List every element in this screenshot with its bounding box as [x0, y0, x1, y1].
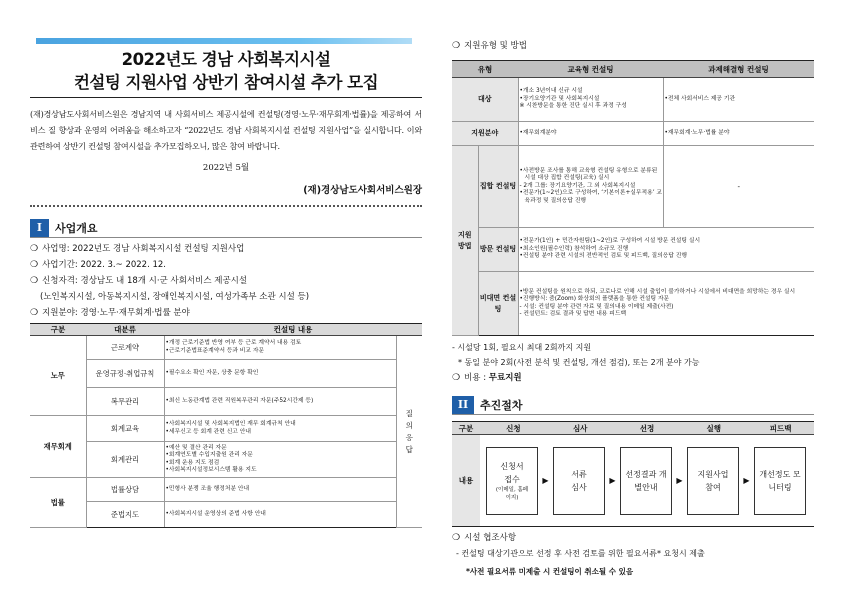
row-label-visit: 방문 컨설팅 — [478, 228, 518, 272]
content-item: • 전체 사회서비스 제공 기관 — [664, 96, 815, 103]
table-content-cell — [518, 146, 663, 228]
table-subcategory-cell: 준법지도 — [86, 502, 164, 528]
table-row — [452, 228, 814, 272]
note-char: 답 — [405, 444, 413, 454]
table-subcategory-cell: 회계관리 — [86, 442, 164, 478]
list-item-text: 신청자격: 경상남도 내 18개 시·군 사회서비스 제공시설 — [42, 276, 248, 286]
note-line: * 동일 분야 2회(사전 분석 및 컨설팅, 개선 점검), 또는 2개 분야 가능 — [458, 358, 700, 367]
left-column — [30, 38, 422, 528]
content-item: • 근로기준법표준계약서 등과 비교 자문 — [165, 348, 396, 355]
section-heading-procedure — [452, 395, 814, 415]
table-header-cell: 대분류 — [86, 324, 164, 336]
content-item: • 회계 운용 지도 점검 — [165, 460, 396, 467]
support-heading — [452, 38, 814, 54]
content-item: • 장기요양기관 및 사회복지시설 — [519, 96, 663, 103]
content-item: - 2개 그룹: 장기요양기관, 그 외 사회복지시설 — [519, 182, 636, 189]
table-row — [30, 442, 422, 478]
procedure-flow — [452, 435, 814, 527]
hollow-circle-icon: ❍ — [452, 533, 461, 543]
table-content-cell — [164, 478, 396, 502]
content-item: • 사회복지시설 및 사회복지법인 재무 회계규칙 안내 — [165, 421, 396, 428]
table-row — [452, 272, 814, 336]
signer: (재)경상남도사회서비스원장 — [303, 185, 422, 196]
table-content-cell — [518, 122, 663, 146]
row-label-method: 지원 방법 — [452, 146, 478, 336]
support-heading-text: 지원유형 및 방법 — [464, 41, 527, 51]
support-notes — [452, 340, 814, 386]
procedure-step-review — [553, 447, 605, 515]
table-row — [30, 360, 422, 388]
content-item: • 개소 3년이내 신규 시설 — [519, 88, 663, 95]
table-content-cell — [164, 360, 396, 388]
table-subcategory-cell: 회계교육 — [86, 416, 164, 442]
consulting-content-table — [30, 323, 422, 528]
table-content-cell — [663, 122, 814, 146]
title-underline — [30, 97, 422, 98]
list-item — [30, 305, 422, 321]
table-content-cell — [518, 228, 814, 272]
row-label-target: 대상 — [452, 78, 518, 122]
procedure-row-label: 내용 — [452, 435, 480, 526]
row-label-remote: 비대면 컨설팅 — [478, 272, 518, 336]
content-item: • 컨설팅 분야 관련 시설의 전반적인 검토 및 피드백, 질의응답 진행 — [519, 253, 815, 260]
content-item: • 재무회계분야 — [519, 130, 663, 137]
table-row — [452, 122, 814, 146]
coop-text: - 컨설팅 대상기관으로 선정 후 사전 검토를 위한 필요서류* 요청시 제출 — [456, 549, 705, 558]
content-item: • 최신 노동관계법 관련 직원복무관리 자문(주52시간제 등) — [165, 398, 396, 405]
table-category-cell: 법률 — [30, 478, 86, 528]
list-item — [30, 273, 422, 289]
step-label: 선정결과 개별안내 — [625, 469, 667, 492]
hollow-circle-icon: ❍ — [452, 41, 461, 51]
step-note: (이메일, 홈페이지) — [495, 486, 529, 501]
section-title: 사업개요 — [55, 221, 98, 235]
section-title: 추진절차 — [480, 398, 523, 412]
title-line-2: 컨설팅 지원사업 상반기 참여시설 추가 모집 — [73, 73, 379, 92]
content-item: • 전문가(1~2인)으로 구성하여, ‘기본이론+실무적용’ 교육과정 및 질의응답 진행 — [519, 190, 663, 205]
table-header-cell: 과제해결형 컨설팅 — [663, 61, 814, 78]
procedure-header-cell: 신청 — [480, 421, 547, 435]
procedure-header-cell: 실행 — [680, 421, 747, 435]
content-item: • 회계연도별 수입지출원 관리 자문 — [165, 452, 396, 459]
step-label: 서류 심사 — [571, 469, 587, 492]
table-content-cell — [164, 502, 396, 528]
cost-line — [452, 370, 814, 386]
procedure-header-cell: 선정 — [614, 421, 681, 435]
support-type-table — [452, 60, 814, 336]
title-line-1: 2022년도 경남 사회복지시설 — [121, 50, 331, 69]
step-label: 신청서 접수 — [500, 461, 524, 484]
hollow-circle-icon: ❍ — [30, 276, 39, 286]
content-item: • 예산 및 결산 관리 자문 — [165, 445, 396, 452]
cost-value: 무료지원 — [488, 373, 522, 383]
table-header-cell: 교육형 컨설팅 — [518, 61, 663, 78]
procedure-header-cell: 심사 — [547, 421, 614, 435]
announcement-date: 2022년 5월 — [202, 163, 250, 173]
content-item: • 사전방문 조사를 통해 교육형 컨설팅 유형으로 분류된 시설 대상 집합 컨설팅(교육) 실시 — [519, 168, 663, 183]
content-item: - 시설: 컨설팅 분야 관련 자료 및 질의내용 이메일 제출(사전) — [519, 303, 674, 310]
dotted-divider — [30, 205, 422, 207]
right-triangle-arrow-icon: ▶ — [743, 476, 750, 485]
content-item: • 개정 근로기준법 반영 여부 등 근로 계약서 내용 검토 — [165, 340, 396, 347]
note-char: 응 — [405, 432, 413, 442]
content-item: • 사회복지시설 운영상의 준법 사항 안내 — [165, 511, 396, 518]
row-label-field: 지원분야 — [452, 122, 518, 146]
procedure-header-cell: 피드백 — [747, 421, 814, 435]
table-content-cell — [518, 272, 814, 336]
content-item: • 최소인원(필수인력) 참석하여 소규모 진행 — [519, 246, 815, 253]
intro-paragraph: (재)경상남도사회서비스원은 경남지역 내 사회서비스 제공시설에 컨설팅(경영·노무·재무회계·법률)을 제공하여 서비스 질 향상과 운영의 어려움을 해소하고자 “2022년도 경남 사회복지시설 컨설팅 지원사업”을 실시합니다. 이와 관련하여 상반기 컨설팅 참여시설을 추가모집하오니, 많은 참여 바랍니다. — [30, 109, 422, 151]
note-char: 질 — [405, 408, 413, 418]
procedure-step-apply — [486, 447, 538, 515]
step-label: 지원사업 참여 — [697, 469, 729, 492]
content-item: • 재무회계·노무·법률 분야 — [664, 130, 815, 137]
note-char: 의 — [405, 420, 413, 430]
table-row — [30, 416, 422, 442]
table-category-cell: 재무회계 — [30, 416, 86, 478]
table-content-cell — [164, 336, 396, 360]
coop-warning: *사전 필요서류 미제출 시 컨설팅이 취소될 수 있음 — [466, 567, 634, 576]
content-item: • 방문 컨설팅을 원칙으로 하되, 코로나로 인해 시설 출입이 불가하거나 시설에서 비대면을 희망하는 경우 실시 — [519, 289, 815, 296]
table-row — [30, 478, 422, 502]
procedure-step-feedback — [754, 447, 806, 515]
hollow-circle-icon: ❍ — [452, 373, 461, 383]
content-item: • 민형사 분쟁 조율 행정처분 안내 — [165, 486, 396, 493]
cost-label: 비용 : — [464, 373, 489, 383]
table-header-cell: 구분 — [30, 324, 86, 336]
procedure-step-select — [620, 447, 672, 515]
table-header-cell: 유형 — [452, 61, 518, 78]
content-item: • 사회복지시설정보시스템 활용 지도 — [165, 467, 396, 474]
table-content-cell — [164, 442, 396, 478]
list-item-text: 지원분야: 경영·노무·재무회계·법률 분야 — [42, 308, 190, 318]
table-row — [30, 388, 422, 416]
table-row — [452, 146, 814, 228]
table-header-cell: 컨설팅 내용 — [164, 324, 422, 336]
content-item: • 전문가(1인) + 민간자원팀(1~2인)로 구성하여 시설 방문 컨설팅 실시 — [519, 238, 815, 245]
list-subitem: (노인복지시설, 아동복지시설, 장애인복지시설, 여성가족부 소관 시설 등) — [40, 292, 310, 302]
section-number-badge: II — [452, 396, 474, 414]
content-item: • 필수요소 확인 자문, 상충 문항 확인 — [165, 370, 396, 377]
coop-heading — [452, 530, 814, 546]
table-subcategory-cell: 복무관리 — [86, 388, 164, 416]
note-line: - 시설당 1회, 필요시 최대 2회까지 지원 — [452, 343, 592, 352]
procedure-step-execute — [687, 447, 739, 515]
list-item — [30, 257, 422, 273]
table-content-cell — [164, 388, 396, 416]
right-column — [452, 38, 814, 579]
list-item-text: 사업기간: 2022. 3.~ 2022. 12. — [42, 260, 167, 270]
content-item: ※ 시찬방문을 통한 진단 실시 후 과정 구성 — [519, 103, 627, 110]
step-label: 개선정도 모니터링 — [759, 469, 801, 492]
list-item-text: 사업명: 2022년도 경남 사회복지시설 컨설팅 지원사업 — [42, 244, 245, 254]
right-triangle-arrow-icon: ▶ — [609, 476, 616, 485]
right-triangle-arrow-icon: ▶ — [542, 476, 549, 485]
content-item: • 진행방식: 줌(Zoom) 화상회의 플랫폼을 통한 컨설팅 자문 — [519, 296, 815, 303]
table-row — [30, 502, 422, 528]
table-row — [452, 78, 814, 122]
table-subcategory-cell: 법률상담 — [86, 478, 164, 502]
table-content-cell — [164, 416, 396, 442]
hollow-circle-icon: ❍ — [30, 244, 39, 254]
hollow-circle-icon: ❍ — [30, 308, 39, 318]
table-subcategory-cell: 근로계약 — [86, 336, 164, 360]
table-category-cell: 노무 — [30, 336, 86, 416]
table-header-row — [452, 61, 814, 78]
table-content-cell — [663, 78, 814, 122]
table-content-cell — [518, 78, 663, 122]
right-triangle-arrow-icon: ▶ — [676, 476, 683, 485]
row-label-group: 집합 컨설팅 — [478, 146, 518, 228]
table-content-cell: - — [663, 146, 814, 228]
content-item: • 세무신고 등 회계 관련 신고 안내 — [165, 429, 396, 436]
procedure-header-cell: 구분 — [452, 421, 480, 435]
overview-list — [30, 241, 422, 321]
table-row — [30, 336, 422, 360]
section-number-badge: I — [30, 219, 49, 237]
hollow-circle-icon: ❍ — [30, 260, 39, 270]
list-item — [30, 241, 422, 257]
table-subcategory-cell: 운영규정·취업규칙 — [86, 360, 164, 388]
procedure-header — [452, 421, 814, 435]
coop-heading-text: 시설 협조사항 — [464, 533, 517, 543]
content-item: - 컨설턴트: 검토 결과 및 답변 내용 피드백 — [519, 310, 627, 317]
title-accent-bar — [36, 38, 412, 44]
section-heading-overview — [30, 218, 422, 238]
table-note-cell — [396, 336, 422, 528]
table-header-row — [30, 324, 422, 336]
